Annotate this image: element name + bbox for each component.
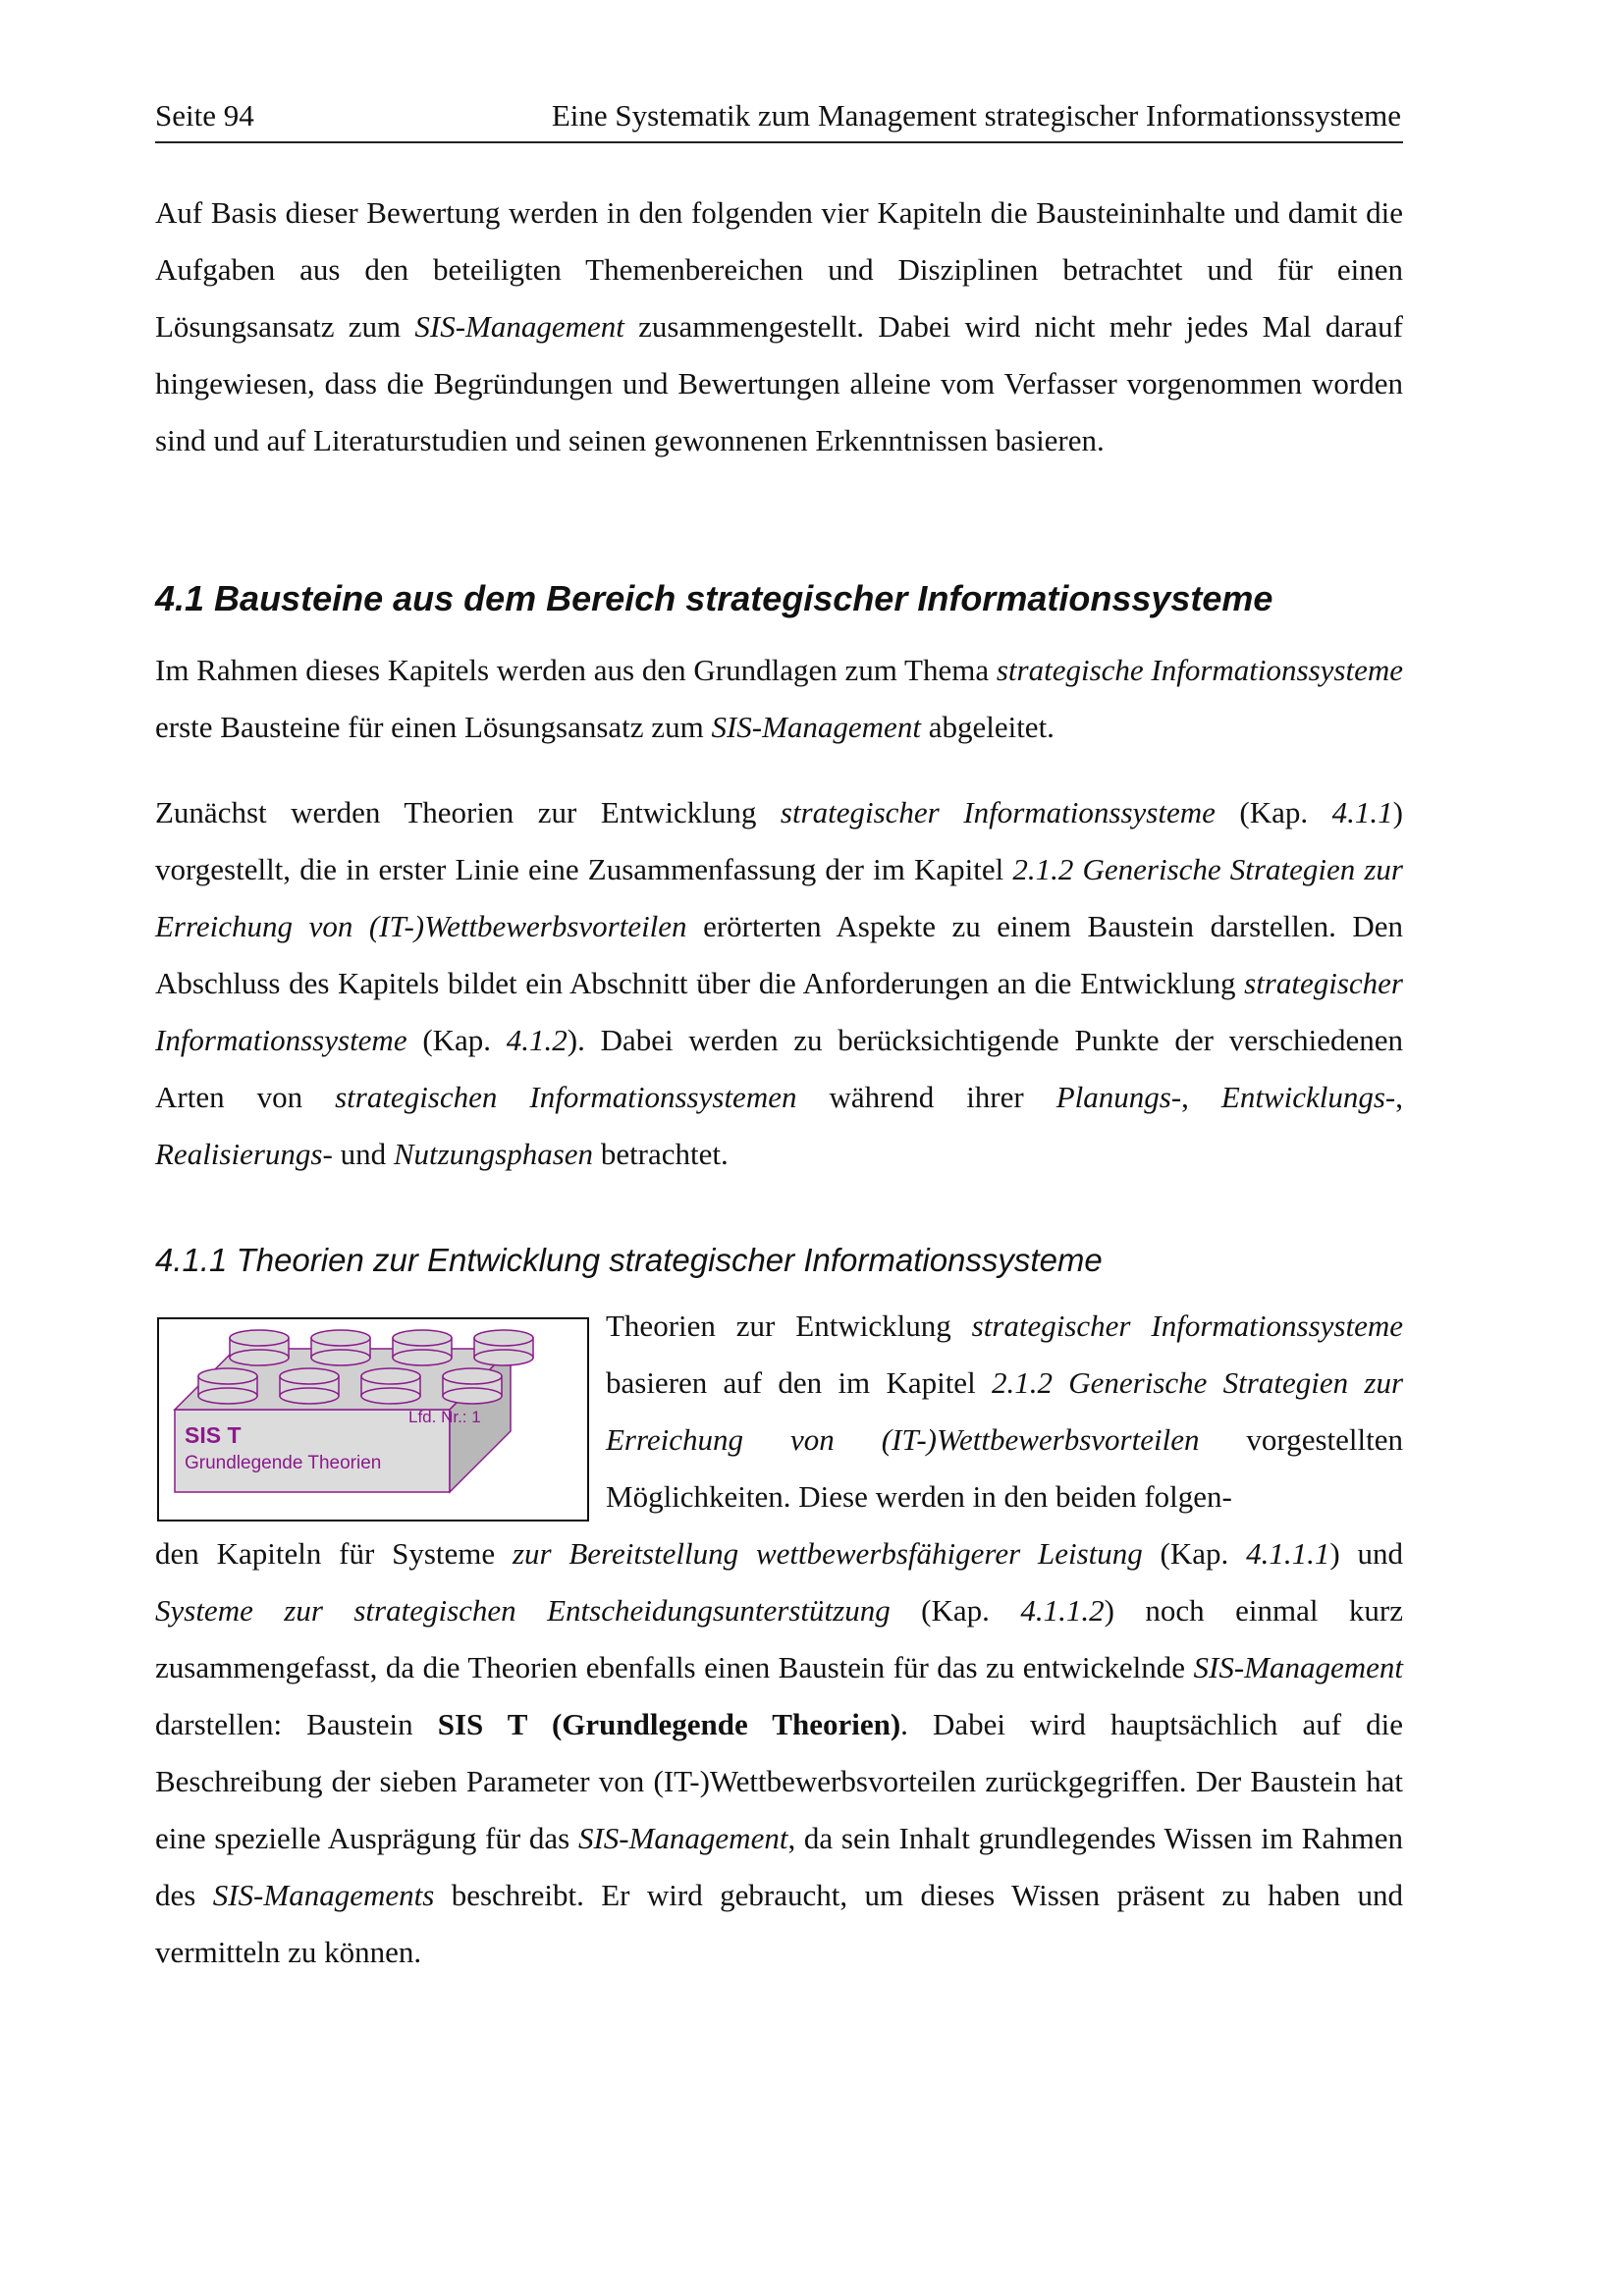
running-title: Eine Systematik zum Management strategischer Informationssysteme xyxy=(551,98,1401,133)
text-run: ) vorgestellt, die in erster Linie eine Zusammenfassung der im Kapitel xyxy=(155,795,1403,886)
page-number: Seite 94 xyxy=(155,98,254,133)
italic-run: SIS-Management xyxy=(414,309,624,344)
brick-stud-icon xyxy=(311,1330,370,1365)
text-run: erste Bausteine für einen Lösungsansatz zum xyxy=(155,710,712,744)
text-run: beschreibt. Er wird gebraucht, um dieses Wissen präsent zu haben und vermitteln zu können. xyxy=(155,1878,1403,1969)
brick-stud-icon xyxy=(474,1330,533,1365)
text-run: und xyxy=(332,1137,394,1171)
italic-run: SIS-Management xyxy=(1193,1650,1403,1684)
running-header xyxy=(155,96,1403,143)
paragraph-overview xyxy=(155,784,1403,1183)
italic-run: strategischer Informationssysteme xyxy=(155,966,1403,1057)
figure-serial-number: Lfd. Nr.: 1 xyxy=(408,1408,481,1426)
italic-run: SIS-Management xyxy=(577,1821,788,1855)
text-run: basieren auf den im Kapitel xyxy=(606,1365,992,1400)
text-run: darstellen: Baustein xyxy=(155,1707,438,1741)
paragraph-section-intro xyxy=(155,642,1403,756)
italic-run: zur Bereitstellung wettbewerbsfähigerer Leistung xyxy=(512,1536,1143,1571)
text-run: , xyxy=(1395,1080,1403,1114)
text-run: ) und xyxy=(1329,1536,1403,1571)
italic-run: 4.1.1 xyxy=(1331,795,1393,829)
text-run: Auf Basis dieser Bewertung werden in den folgenden vier Kapiteln die Bausteininhalte und damit die Aufgaben aus den beteiligten Themenbereichen und Disziplinen betrachtet und für einen Lösungsansatz zum xyxy=(155,195,1403,344)
text-run: vorgestellten Möglichkeiten. Diese werden in den beiden folgen- xyxy=(606,1422,1403,1514)
text-run: ). Dabei werden zu berücksichtigende Punkte der verschiedenen Arten von xyxy=(155,1023,1403,1114)
italic-run: Entwicklungs- xyxy=(1220,1080,1396,1114)
text-run: , da sein Inhalt grundlegendes Wissen im Rahmen des xyxy=(155,1821,1403,1912)
text-run: ) noch einmal kurz zusammengefasst, da die Theorien ebenfalls einen Baustein für das zu entwickelnde xyxy=(155,1593,1403,1684)
italic-run: strategischen Informationssystemen xyxy=(335,1080,797,1114)
text-run: erörterten Aspekte zu einem Baustein darstellen. Den Abschluss des Kapitels bildet ein Abschnitt über die Anforderungen an die Entwicklung xyxy=(155,909,1403,1000)
text-run: den Kapiteln für Systeme xyxy=(155,1536,513,1571)
text-run: (Kap. xyxy=(890,1593,1021,1628)
text-run: Im Rahmen dieses Kapitels werden aus den Grundlagen zum Thema xyxy=(155,653,997,687)
italic-run: strategischer Informationssysteme xyxy=(971,1308,1403,1343)
bold-run: SIS T (Grundlegende Theorien) xyxy=(437,1707,901,1741)
paragraph-continued xyxy=(155,1525,1403,1981)
brick-stud-icon xyxy=(393,1330,452,1365)
italic-run: 4.1.1.1 xyxy=(1246,1536,1330,1571)
italic-run: 4.1.1.2 xyxy=(1020,1593,1105,1628)
brick-stud-icon xyxy=(230,1330,289,1365)
building-block-figure xyxy=(157,1317,589,1522)
italic-run: SIS-Management xyxy=(711,710,921,744)
brick-stud-icon xyxy=(361,1368,420,1404)
italic-run: Realisierungs- xyxy=(155,1137,333,1171)
italic-run: 2.1.2 Generische Strategien zur Erreichung von (IT-)Wettbewerbsvorteilen xyxy=(155,852,1403,943)
text-run: betrachtet. xyxy=(593,1137,729,1171)
text-run: Theorien zur Entwicklung xyxy=(606,1308,972,1343)
italic-run: strategische Informationssysteme xyxy=(996,653,1403,687)
brick-stud-icon xyxy=(198,1368,257,1404)
text-run: während ihrer xyxy=(796,1080,1056,1114)
italic-run: strategischer Informationssysteme xyxy=(780,795,1216,829)
text-run: . Dabei wird hauptsächlich auf die Beschreibung der sieben Parameter von (IT-)Wettbewerbsvorteilen zurückgegriffen. Der Baustein hat eine spezielle Ausprägung für das xyxy=(155,1707,1403,1855)
italic-run: 2.1.2 Generische Strategien zur Erreichung von (IT-)Wettbewerbsvorteilen xyxy=(606,1365,1404,1457)
paragraph-wrap-figure xyxy=(606,1298,1403,1525)
text-run: , xyxy=(1181,1080,1221,1114)
text-run: (Kap. xyxy=(1142,1536,1247,1571)
figure-block-subtitle: Grundlegende Theorien xyxy=(185,1453,382,1473)
text-run: (Kap. xyxy=(1215,795,1332,829)
paragraph-intro xyxy=(155,185,1403,469)
italic-run: 4.1.2 xyxy=(506,1023,568,1057)
italic-run: Systeme zur strategischen Entscheidungsunterstützung xyxy=(155,1593,891,1628)
brick-stud-icon xyxy=(280,1368,339,1404)
figure-block-title: SIS T xyxy=(185,1422,242,1448)
section-heading-4-1: 4.1 Bausteine aus dem Bereich strategischer Informationssysteme xyxy=(155,578,1273,618)
subsection-heading-4-1-1: 4.1.1 Theorien zur Entwicklung strategischer Informationssysteme xyxy=(155,1242,1103,1278)
text-run: (Kap. xyxy=(406,1023,507,1057)
text-run: abgeleitet. xyxy=(920,710,1055,744)
text-run: Zunächst werden Theorien zur Entwicklung xyxy=(155,795,781,829)
brick-stud-icon xyxy=(443,1368,502,1404)
text-run: zusammengestellt. Dabei wird nicht mehr jedes Mal darauf hingewiesen, dass die Begründungen und Bewertungen alleine vom Verfasser vorgenommen worden sind und auf Literaturstudien und seinen gewonnenen Erkenntnissen basieren. xyxy=(155,309,1404,457)
italic-run: Nutzungsphasen xyxy=(393,1137,594,1171)
italic-run: SIS-Managements xyxy=(212,1878,435,1912)
lego-brick-icon xyxy=(159,1319,587,1520)
italic-run: Planungs- xyxy=(1055,1080,1182,1114)
